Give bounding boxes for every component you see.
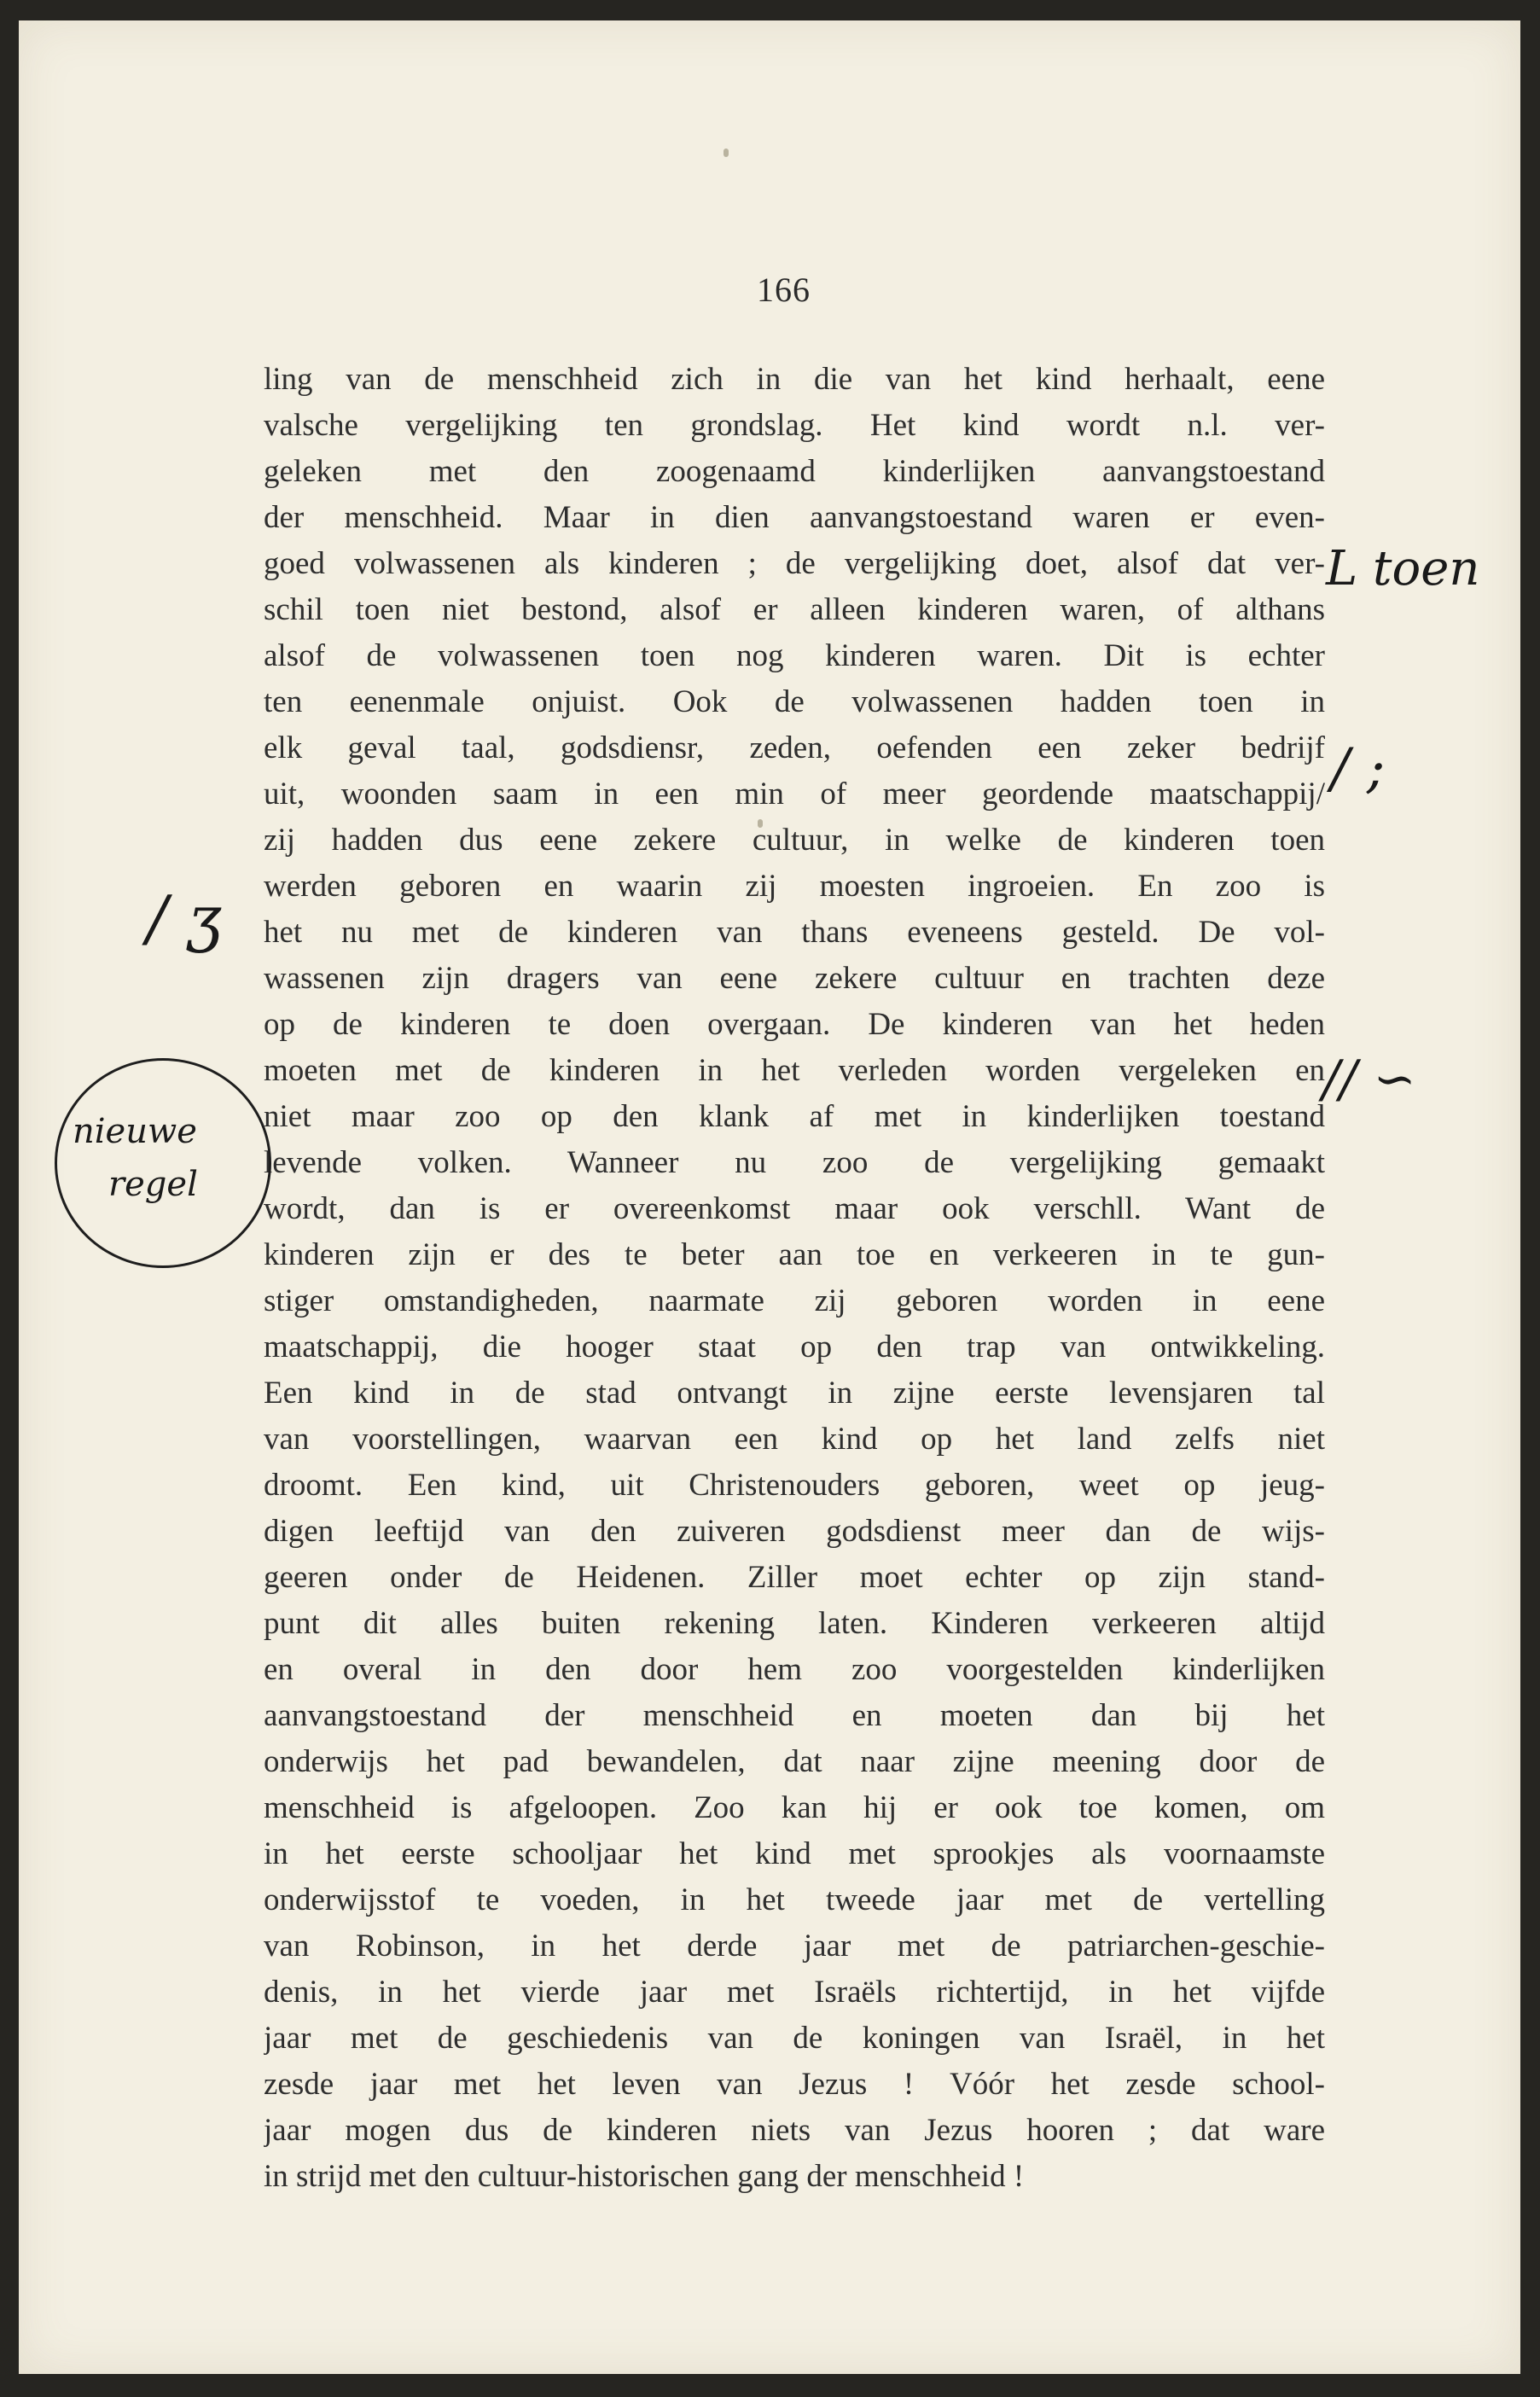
text-line: in het eerste schooljaar het kind met sprookjes als voornaamste bbox=[264, 1836, 1325, 1871]
text-line: kinderen zijn er des te beter aan toe en verkeeren in te gun- bbox=[264, 1237, 1325, 1272]
margin-annotation-new-paragraph: // ∽ bbox=[1322, 1050, 1416, 1109]
text-line: jaar met de geschiedenis van de koningen van Israël, in het bbox=[264, 2021, 1325, 2056]
text-line: der menschheid. Maar in dien aanvangstoestand waren er even- bbox=[264, 500, 1325, 535]
text-line: jaar mogen dus de kinderen niets van Jezus hooren ; dat ware bbox=[264, 2113, 1325, 2148]
text-line: menschheid is afgeloopen. Zoo kan hij er ook toe komen, om bbox=[264, 1790, 1325, 1825]
margin-annotation-left: / ʒ bbox=[147, 882, 222, 954]
text-line: elk geval taal, godsdiensr, zeden, oefenden een zeker bedrijf bbox=[264, 730, 1325, 765]
text-line: werden geboren en waarin zij moesten ingroeien. En zoo is bbox=[264, 869, 1325, 904]
paper-speck bbox=[724, 148, 729, 157]
text-line: stiger omstandigheden, naarmate zij geboren worden in eene bbox=[264, 1283, 1325, 1318]
text-line: alsof de volwassenen toen nog kinderen waren. Dit is echter bbox=[264, 638, 1325, 673]
text-line: goed volwassenen als kinderen ; de vergelijking doet, alsof dat ver- bbox=[264, 546, 1325, 581]
circled-margin-note bbox=[55, 1058, 271, 1268]
margin-annotation-toen: L toen bbox=[1326, 541, 1480, 596]
text-line: zesde jaar met het leven van Jezus ! Vóór het zesde school- bbox=[264, 2067, 1325, 2102]
text-line: Een kind in de stad ontvangt in zijne eerste levensjaren tal bbox=[264, 1376, 1325, 1411]
text-line: van voorstellingen, waarvan een kind op het land zelfs niet bbox=[264, 1422, 1325, 1457]
text-line: digen leeftijd van den zuiveren godsdienst meer dan de wijs- bbox=[264, 1514, 1325, 1549]
body-text bbox=[264, 357, 1325, 2200]
text-line: zij hadden dus eene zekere cultuur, in welke de kinderen toen bbox=[264, 823, 1325, 858]
text-line: niet maar zoo op den klank af met in kinderlijken toestand bbox=[264, 1099, 1325, 1134]
page-number: 166 bbox=[757, 271, 811, 309]
text-line: schil toen niet bestond, alsof er alleen kinderen waren, of althans bbox=[264, 592, 1325, 627]
text-line: onderwijsstof te voeden, in het tweede jaar met de vertelling bbox=[264, 1882, 1325, 1917]
text-line: en overal in den door hem zoo voorgestelden kinderlijken bbox=[264, 1652, 1325, 1687]
text-line: ten eenenmale onjuist. Ook de volwassenen hadden toen in bbox=[264, 684, 1325, 719]
circle-note-line2: regel bbox=[108, 1165, 198, 1204]
text-line: in strijd met den cultuur-historischen gang der menschheid ! bbox=[264, 2159, 1025, 2194]
text-line: droomt. Een kind, uit Christenouders geboren, weet op jeug- bbox=[264, 1468, 1325, 1503]
book-page bbox=[19, 20, 1520, 2374]
text-line: ling van de menschheid zich in die van het kind herhaalt, eene bbox=[264, 362, 1325, 397]
text-line: punt dit alles buiten rekening laten. Kinderen verkeeren altijd bbox=[264, 1606, 1325, 1641]
text-line: van Robinson, in het derde jaar met de patriarchen-geschie- bbox=[264, 1929, 1325, 1964]
text-line: geleken met den zoogenaamd kinderlijken aanvangstoestand bbox=[264, 454, 1325, 489]
text-line: onderwijs het pad bewandelen, dat naar zijne meening door de bbox=[264, 1744, 1325, 1779]
text-line: moeten met de kinderen in het verleden worden vergeleken en bbox=[264, 1053, 1325, 1088]
text-line: denis, in het vierde jaar met Israëls richtertijd, in het vijfde bbox=[264, 1975, 1325, 2010]
text-line: wassenen zijn dragers van eene zekere cultuur en trachten deze bbox=[264, 961, 1325, 996]
text-line: op de kinderen te doen overgaan. De kinderen van het heden bbox=[264, 1007, 1325, 1042]
text-line: wordt, dan is er overeenkomst maar ook verschll. Want de bbox=[264, 1191, 1325, 1226]
text-line: valsche vergelijking ten grondslag. Het kind wordt n.l. ver- bbox=[264, 408, 1325, 443]
text-line: uit, woonden saam in een min of meer geordende maatschappij/ bbox=[264, 777, 1325, 812]
text-line: geeren onder de Heidenen. Ziller moet echter op zijn stand- bbox=[264, 1560, 1325, 1595]
margin-annotation-semicolon: / ; bbox=[1331, 737, 1386, 800]
text-line: het nu met de kinderen van thans eveneens gesteld. De vol- bbox=[264, 915, 1325, 950]
text-line: aanvangstoestand der menschheid en moeten dan bij het bbox=[264, 1698, 1325, 1733]
circle-note-line1: nieuwe bbox=[73, 1112, 197, 1151]
text-line: levende volken. Wanneer nu zoo de vergelijking gemaakt bbox=[264, 1145, 1325, 1180]
text-line: maatschappij, die hooger staat op den trap van ontwikkeling. bbox=[264, 1329, 1325, 1364]
